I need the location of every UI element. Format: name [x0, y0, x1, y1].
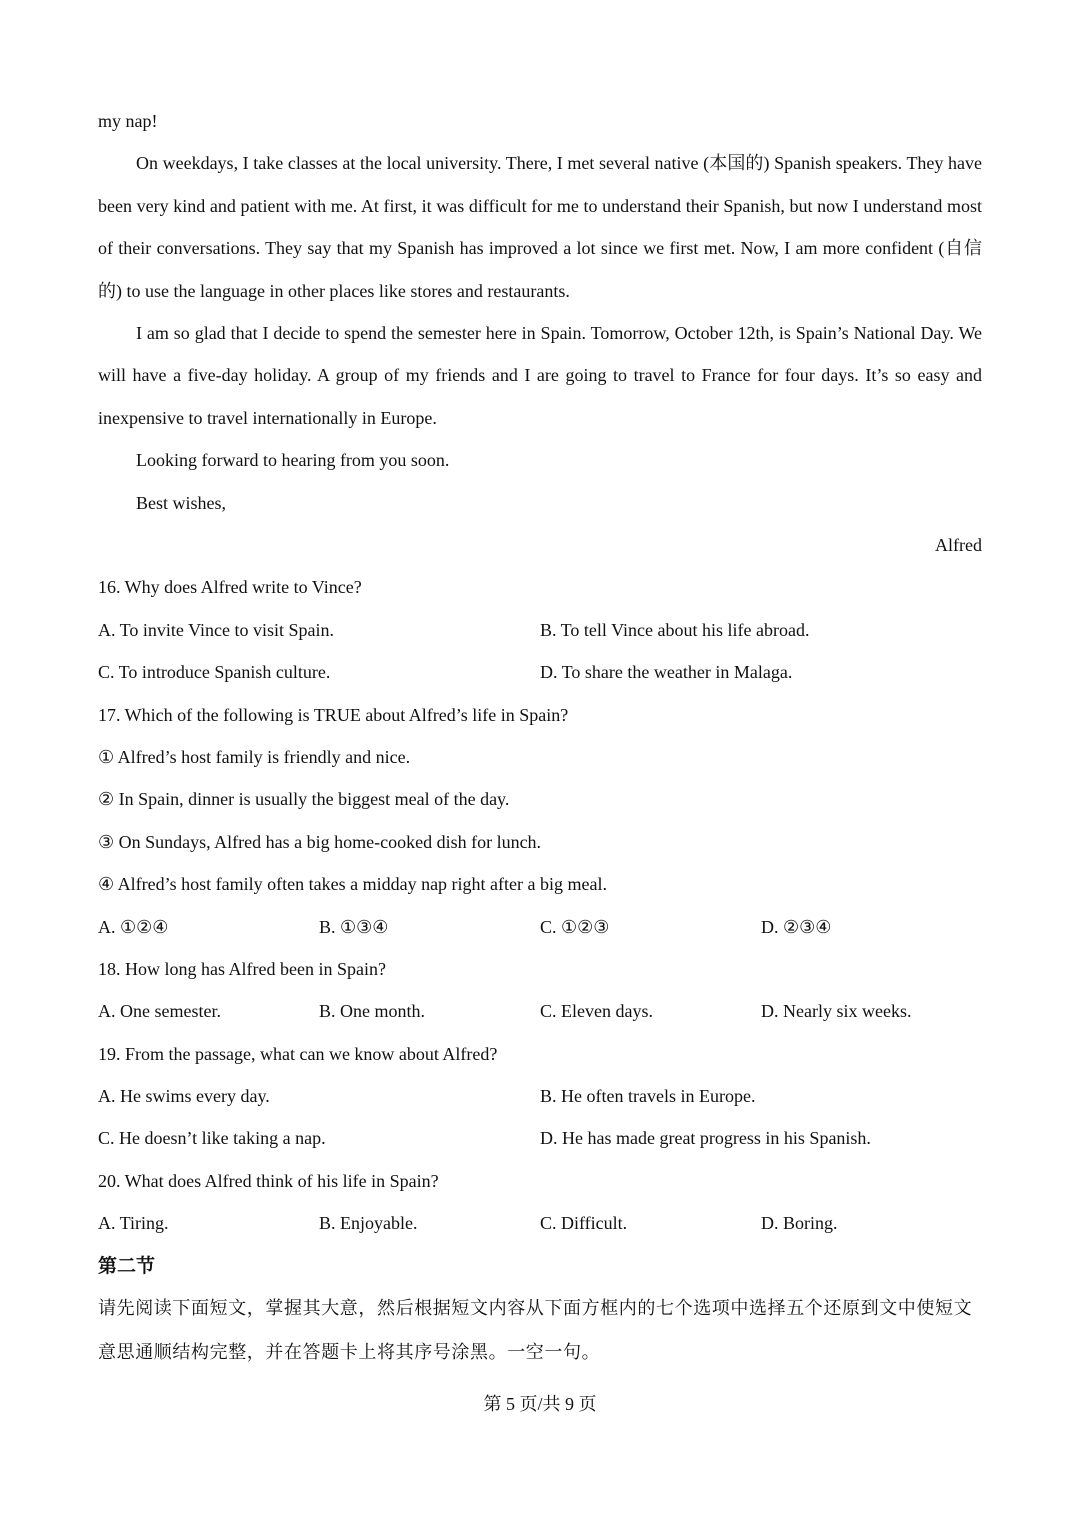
option-d: D. Nearly six weeks. — [761, 1001, 912, 1022]
option-row — [98, 651, 982, 693]
option-c: C. Difficult. — [540, 1213, 628, 1234]
option-row — [98, 906, 982, 948]
passage-paragraph-weekdays: On weekdays, I take classes at the local university. There, I met several native (本国的) Spanish speakers. They have been very kind and patient with me. At first, it was difficult for me to understand their Spanish, but now I understand most of their conversations. They say that my Spanish has improved a lot since we first met. Now, I am more confident (自信的) to use the language in other places like stores and restaurants. — [98, 153, 982, 301]
letter-closing: Looking forward to hearing from you soon. — [136, 450, 450, 471]
question-stem: 17. Which of the following is TRUE about Alfred’s life in Spain? — [98, 704, 569, 725]
exam-page — [98, 100, 982, 1375]
option-d: D. Boring. — [761, 1213, 838, 1234]
page-number: 第 5 页/共 9 页 — [483, 1394, 597, 1414]
question-19 — [98, 1033, 982, 1160]
option-a: A. One semester. — [98, 1001, 221, 1022]
option-a: A. He swims every day. — [98, 1086, 270, 1107]
option-c: C. Eleven days. — [540, 1001, 653, 1022]
statement-3: ③ On Sundays, Alfred has a big home-cooked dish for lunch. — [98, 831, 542, 852]
option-b: B. He often travels in Europe. — [540, 1086, 756, 1107]
section-2-title: 第二节 — [98, 1254, 156, 1277]
option-c: C. To introduce Spanish culture. — [98, 662, 331, 683]
option-row — [98, 1117, 982, 1159]
option-a: A. Tiring. — [98, 1213, 169, 1234]
option-d: D. To share the weather in Malaga. — [540, 662, 793, 683]
question-16 — [98, 566, 982, 693]
statement-4: ④ Alfred’s host family often takes a midday nap right after a big meal. — [98, 874, 607, 895]
question-20 — [98, 1160, 982, 1245]
statement-1: ① Alfred’s host family is friendly and nice. — [98, 746, 411, 767]
passage-line-nap: my nap! — [98, 111, 158, 131]
option-a: A. To invite Vince to visit Spain. — [98, 619, 334, 640]
option-b: B. One month. — [319, 1001, 425, 1022]
option-row — [98, 1075, 982, 1117]
question-18 — [98, 948, 982, 1033]
question-17 — [98, 694, 982, 948]
statement-2: ② In Spain, dinner is usually the biggest meal of the day. — [98, 789, 510, 810]
option-a: A. ①②④ — [98, 916, 169, 937]
question-stem: 19. From the passage, what can we know about Alfred? — [98, 1043, 498, 1064]
option-b: B. Enjoyable. — [319, 1213, 418, 1234]
option-c: C. ①②③ — [540, 916, 610, 937]
option-b: B. To tell Vince about his life abroad. — [540, 619, 810, 640]
letter-signature: Alfred — [935, 535, 982, 556]
option-d: D. ②③④ — [761, 916, 832, 937]
question-stem: 16. Why does Alfred write to Vince? — [98, 577, 362, 598]
option-d: D. He has made great progress in his Spanish. — [540, 1128, 871, 1149]
question-stem: 20. What does Alfred think of his life in Spain? — [98, 1170, 439, 1191]
option-b: B. ①③④ — [319, 916, 389, 937]
section-2-instructions: 请先阅读下面短文，掌握其大意，然后根据短文内容从下面方框内的七个选项中选择五个还原到文中使短文意思通顺结构完整，并在答题卡上将其序号涂黑。一空一句。 — [98, 1298, 973, 1364]
option-c: C. He doesn’t like taking a nap. — [98, 1128, 326, 1149]
passage-paragraph-glad: I am so glad that I decide to spend the semester here in Spain. Tomorrow, October 12th, is Spain’s National Day. We will have a five-day holiday. A group of my friends and I are going to travel to France for four days. It’s so easy and inexpensive to travel internationally in Europe. — [98, 323, 982, 428]
question-stem: 18. How long has Alfred been in Spain? — [98, 958, 386, 979]
letter-wishes: Best wishes, — [136, 492, 226, 513]
option-row — [98, 990, 982, 1032]
option-row — [98, 609, 982, 651]
option-row — [98, 1202, 982, 1244]
